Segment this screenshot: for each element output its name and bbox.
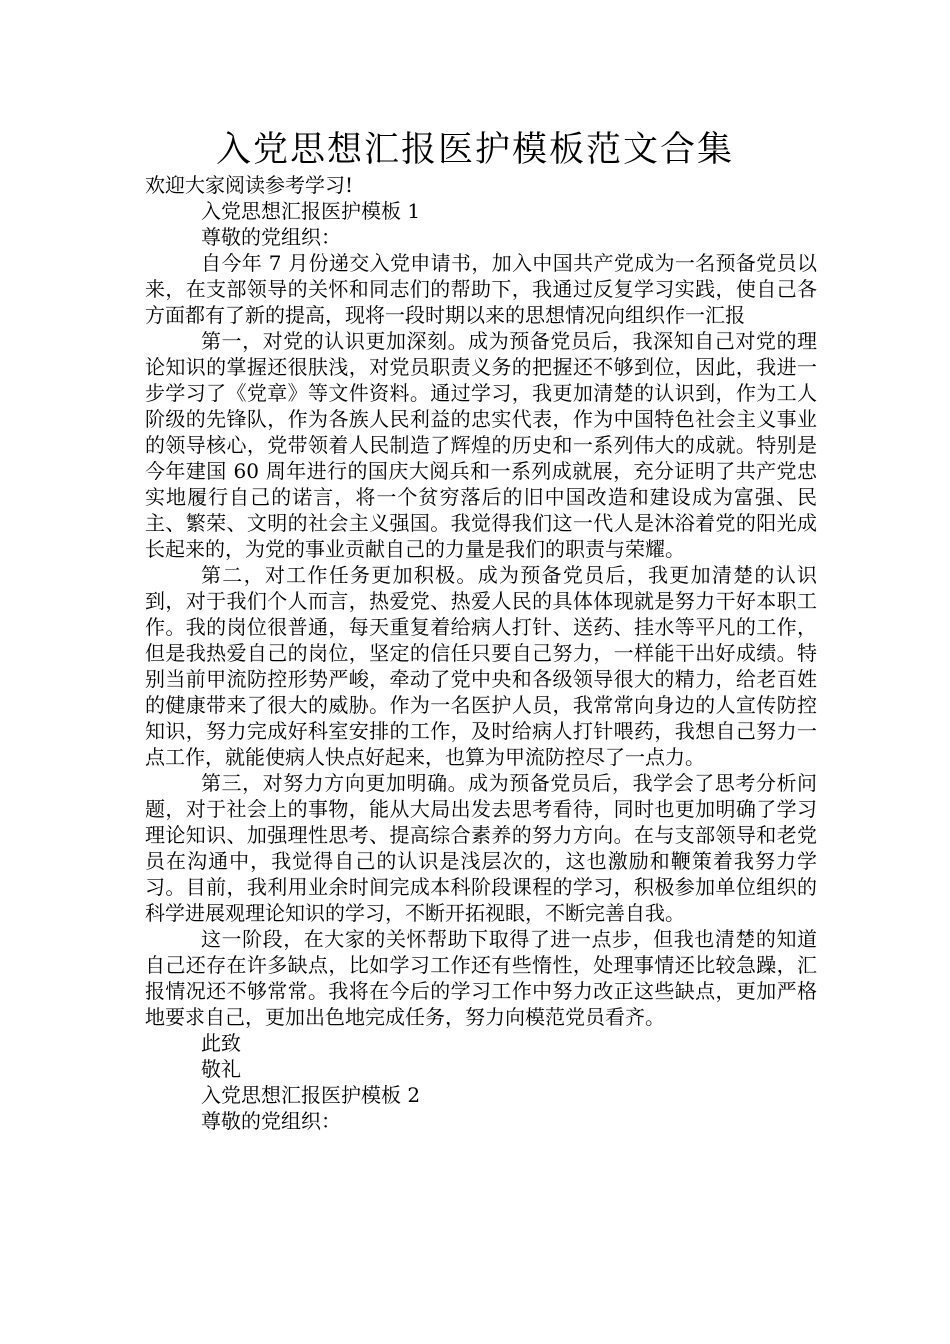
sample-1-paragraph-5: 这一阶段，在大家的关怀帮助下取得了进一点步，但我也清楚的知道自己还存在许多缺点，比如学习工作还有些惰性，处理事情还比较急躁，汇报情况还不够常常。我将在今后的学习工作中努力改正这些缺点，更加严格地要求自己，更加出色地完成任务，努力向模范党员看齐。	[145, 927, 817, 1029]
sample-1-paragraph-1: 自今年 7 月份递交入党申请书，加入中国共产党成为一名预备党员以来，在支部领导的关怀和同志们的帮助下，我通过反复学习实践，使自己各方面都有了新的提高，现将一段时期以来的思想情况向组织作一汇报	[145, 251, 817, 327]
sample-2-salutation: 尊敬的党组织：	[201, 1109, 341, 1133]
sample-1-paragraph-2: 第一，对党的认识更加深刻。成为预备党员后，我深知自己对党的理论知识的掌握还很肤浅，对党员职责义务的把握还不够到位，因此，我进一步学习了《党章》等文件资料。通过学习，我更加清楚的认识到，作为工人阶级的先锋队，作为各族人民利益的忠实代表，作为中国特色社会主义事业的领导核心，党带领着人民制造了辉煌的历史和一系列伟大的成就。特别是今年建国 60 周年进行的国庆大阅兵和一系列成就展，充分证明了共产党忠实地履行自己的诺言，将一个贫穷落后的旧中国改造和建设成为富强、民主、繁荣、文明的社会主义强国。我觉得我们这一代人是沐浴着党的阳光成长起来的，为党的事业贡献自己的力量是我们的职责与荣耀。	[145, 329, 817, 561]
sample-1-heading: 入党思想汇报医护模板 1	[201, 199, 421, 223]
closing-cizhi: 此致	[201, 1031, 241, 1055]
closing-jingli: 敬礼	[201, 1057, 241, 1081]
document-body	[145, 172, 817, 1134]
intro-text: 欢迎大家阅读参考学习!	[145, 173, 354, 197]
sample-1-paragraph-4: 第三，对努力方向更加明确。成为预备党员后，我学会了思考分析问题，对于社会上的事物，能从大局出发去思考看待，同时也更加明确了学习理论知识、加强理性思考、提高综合素养的努力方向。在与支部领导和老党员在沟通中，我觉得自己的认识是浅层次的，这也激励和鞭策着我努力学习。目前，我利用业余时间完成本科阶段课程的学习，积极参加单位组织的科学进展观理论知识的学习，不断开拓视眼，不断完善自我。	[145, 771, 817, 925]
document-title: 入党思想汇报医护模板范文合集	[215, 130, 734, 170]
sample-1-paragraph-3: 第二，对工作任务更加积极。成为预备党员后，我更加清楚的认识到，对于我们个人而言，热爱党、热爱人民的具体体现就是努力干好本职工作。我的岗位很普通，每天重复着给病人打针、送药、挂水等平凡的工作，但是我热爱自己的岗位，坚定的信任只要自己努力，一样能干出好成绩。特别当前甲流防控形势严峻，牵动了党中央和各级领导很大的精力，给老百姓的健康带来了很大的威胁。作为一名医护人员，我常常向身边的人宣传防控知识，努力完成好科室安排的工作，及时给病人打针喂药，我想自己努力一点工作，就能使病人快点好起来，也算为甲流防控尽了一点力。	[145, 563, 817, 769]
sample-2-heading: 入党思想汇报医护模板 2	[201, 1083, 421, 1107]
sample-1-salutation: 尊敬的党组织：	[201, 225, 341, 249]
